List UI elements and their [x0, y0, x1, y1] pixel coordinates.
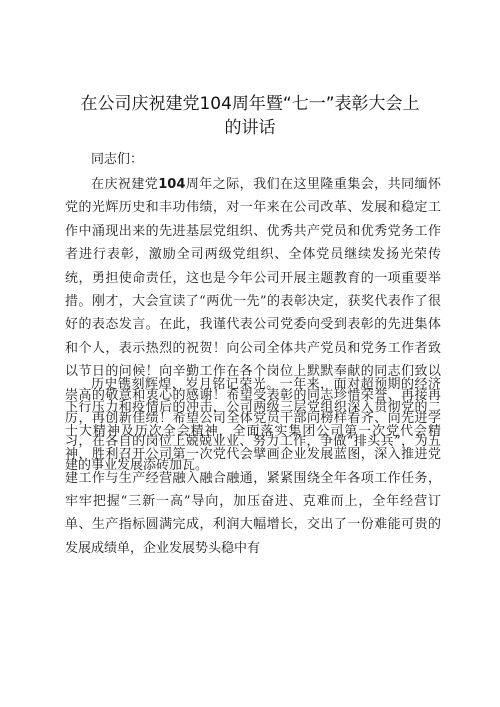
- paragraph-2: 历史镌刻辉煌，岁月铭记荣光。一年来，面对超预期的经济下行压力和疫情后的冲击，公司两级三层党组织深入贯彻党的二十大精神及历次全会精神，全面落实集团公司第一次党代会精神，胜利召开公司第一次党代会擘画企业发展蓝图，深入推进党建工作与生产经营融入融合融通，紧紧围绕全年各项工作任务，牢牢把握“三新一高”导向，加压奋进、克难而上，全年经营订单、生产指标圆满完成，利润大幅增长，交出了一份难能可贵的发展成绩单，企业发展势头稳中有: [65, 377, 441, 556]
- paragraph-1-lead: 在庆祝建党: [91, 177, 159, 192]
- paragraph-1-body: 周年之际，我们在这里隆重集会，共同缅怀党的光辉历史和丰功伟绩，对一年来在公司改革、发展和稳定工作中涌现出来的先进基层党组织、优秀共产党员和优秀党务工作者进行表彰，激励全司两级党组织、全体党员继续发扬光荣传统，勇担使命责任，这也是今年公司开展主题教育的一项重要举措。刚才，大会宣读了“两优一先”的表彰决定，获奖代表作了很好的表态发言。在此，我谨代表公司党委向受到表彰的先进集体和个人，表示热烈的祝贺！向公司全体共产党员和党务工作者致以节日的问候！向辛勤工作在各个岗位上默默奉献的同志们致以崇高的敬意和衷心的感谢！希望受表彰的同志珍惜荣誉、再接再厉，再创新佳绩！希望公司全体党员干部向榜样看齐、向先进学习，在各自的岗位上兢兢业业、努力工作，争做“排头兵”，为五建的事业发展添砖加瓦。: [65, 177, 441, 473]
- salutation: 同志们：: [91, 152, 144, 167]
- document-title-line-2: 的讲话: [224, 118, 276, 138]
- document-title-line-1: 在公司庆祝建党104周年暨“七一”表彰大会上: [80, 94, 420, 114]
- anniversary-number: 104: [158, 177, 186, 192]
